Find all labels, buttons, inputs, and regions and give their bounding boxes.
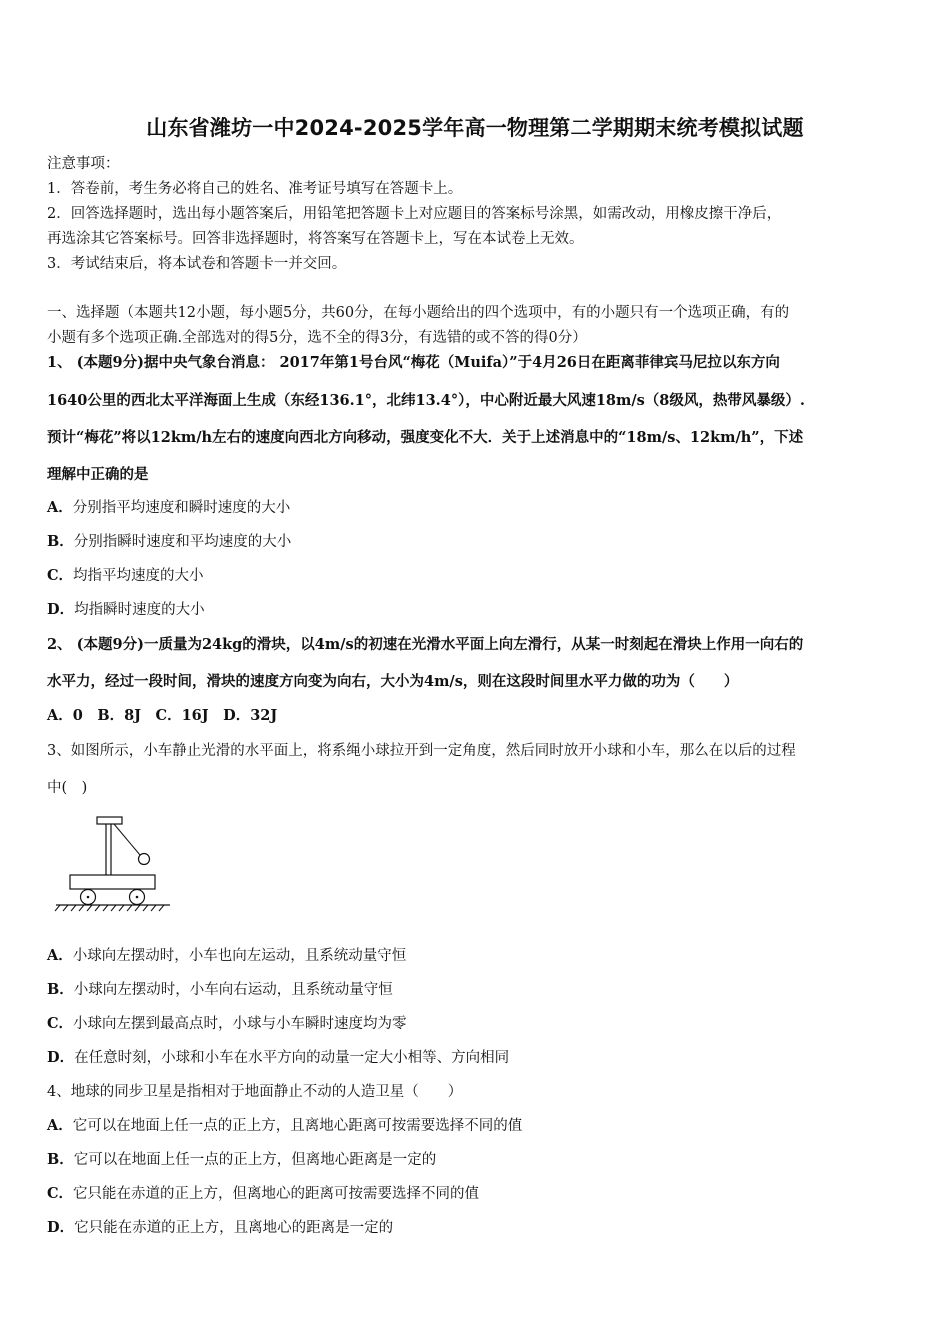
q4-option-b [47,1148,436,1169]
q4-option-c [47,1182,479,1203]
option-text: 小球向左摆动时，小车向右运动，且系统动量守恒 [73,982,393,998]
pendulum-ball [139,854,150,865]
q2-stem-line: 2、 (本题9分)一质量为24kg的滑块，以4m/s的初速在光滑水平面上向左滑行，从某一时刻起在滑块上作用一向右的 [47,636,804,653]
q1-option-c [47,564,204,585]
option-text: 分别指平均速度和瞬时速度的大小 [72,500,291,516]
q4-stem: 4、地球的同步卫星是指相对于地面静止不动的人造卫星（ ） [47,1084,463,1100]
notice-item: 1．答卷前，考生务必将自己的姓名、准考证号填写在答题卡上。 [47,181,463,197]
option-label: D． [47,1049,75,1066]
section-heading-line: 小题有多个选项正确.全部选对的得5分，选不全的得3分，有选错的或不答的得0分） [47,330,587,346]
q1-stem-line: 理解中正确的是 [47,466,149,483]
notice-heading: 注意事项： [47,156,120,172]
option-text: 分别指瞬时速度和平均速度的大小 [73,534,292,550]
option-label: D． [47,601,75,618]
option-text: 它可以在地面上任一点的正上方，且离地心距离可按需要选择不同的值 [72,1118,523,1134]
q2-stem-line: 水平力，经过一段时间，滑块的速度方向变为向右，大小为4m/s，则在这段时间里水平力做的功为（ ） [47,673,739,690]
notice-item: 3．考试结束后，将本试卷和答题卡一并交回。 [47,256,347,272]
q1-option-b [47,530,291,551]
option-label: B． [47,1151,74,1168]
option-label: C． [47,1015,74,1032]
option-label: A． [47,499,73,516]
option-label: C． [47,1185,74,1202]
q1-stem-line: 1640公里的西北太平洋海面上生成（东经136.1°，北纬13.4°），中心附近最大风速18m/s（8级风，热带风暴级）. [47,392,805,409]
q1-stem-line: 预计“梅花”将以12km/h左右的速度向西北方向移动，强度变化不大．关于上述消息中的“18m/s、12km/h”，下述 [47,429,804,446]
option-label: B． [47,981,74,998]
option-label: D． [47,1219,75,1236]
option-text: 它只能在赤道的正上方，且离地心的距离是一定的 [74,1220,394,1236]
notice-item: 2．回答选择题时，选出每小题答案后，用铅笔把答题卡上对应题目的答案标号涂黑，如需改动，用橡皮擦干净后， [47,206,782,222]
option-text: 均指平均速度的大小 [73,568,204,584]
option-text: 小球向左摆到最高点时，小球与小车瞬时速度均为零 [73,1016,407,1032]
q3-stem-line: 中( ) [47,780,88,796]
pendulum-string [114,824,140,855]
option-text: 均指瞬时速度的大小 [74,602,205,618]
q3-option-b [47,978,393,999]
ground-hatching [55,905,164,911]
q3-stem-line: 3、如图所示，小车静止光滑的水平面上，将系绳小球拉开到一定角度，然后同时放开小球和小车，那么在以后的过程 [47,743,796,759]
q1-stem-line: 1、 (本题9分)据中央气象台消息： 2017年第1号台风“梅花（Muifa）”于4月26日在距离菲律宾马尼拉以东方向 [47,354,780,371]
page-title: 山东省潍坊一中2024-2025学年高一物理第二学期期末统考模拟试题 [146,116,804,140]
q4-option-d [47,1216,393,1237]
q4-option-a [47,1114,522,1135]
option-text: 小球向左摆动时，小车也向左运动，且系统动量守恒 [72,948,407,964]
q3-option-c [47,1012,407,1033]
q2-options: A．0 B．8J C．16J D．32J [47,707,278,724]
pendulum-frame [97,817,122,875]
section-heading-line: 一、选择题（本题共12小题，每小题5分，共60分，在每小题给出的四个选项中，有的小题只有一个选项正确，有的 [47,305,790,321]
option-label: A． [47,1117,73,1134]
q1-option-a [47,496,290,517]
option-label: C． [47,567,74,584]
cart-body [70,875,155,889]
q1-option-d [47,598,205,619]
notice-item: 再选涂其它答案标号。回答非选择题时，将答案写在答题卡上，写在本试卷上无效。 [47,231,584,247]
cart-pendulum-figure [50,808,180,918]
option-text: 它可以在地面上任一点的正上方，但离地心距离是一定的 [73,1152,437,1168]
q3-option-a [47,944,406,965]
option-text: 在任意时刻，小球和小车在水平方向的动量一定大小相等、方向相同 [74,1050,510,1066]
q3-option-d [47,1046,509,1067]
option-text: 它只能在赤道的正上方，但离地心的距离可按需要选择不同的值 [73,1186,480,1202]
option-label: B． [47,533,74,550]
option-label: A． [47,947,73,964]
